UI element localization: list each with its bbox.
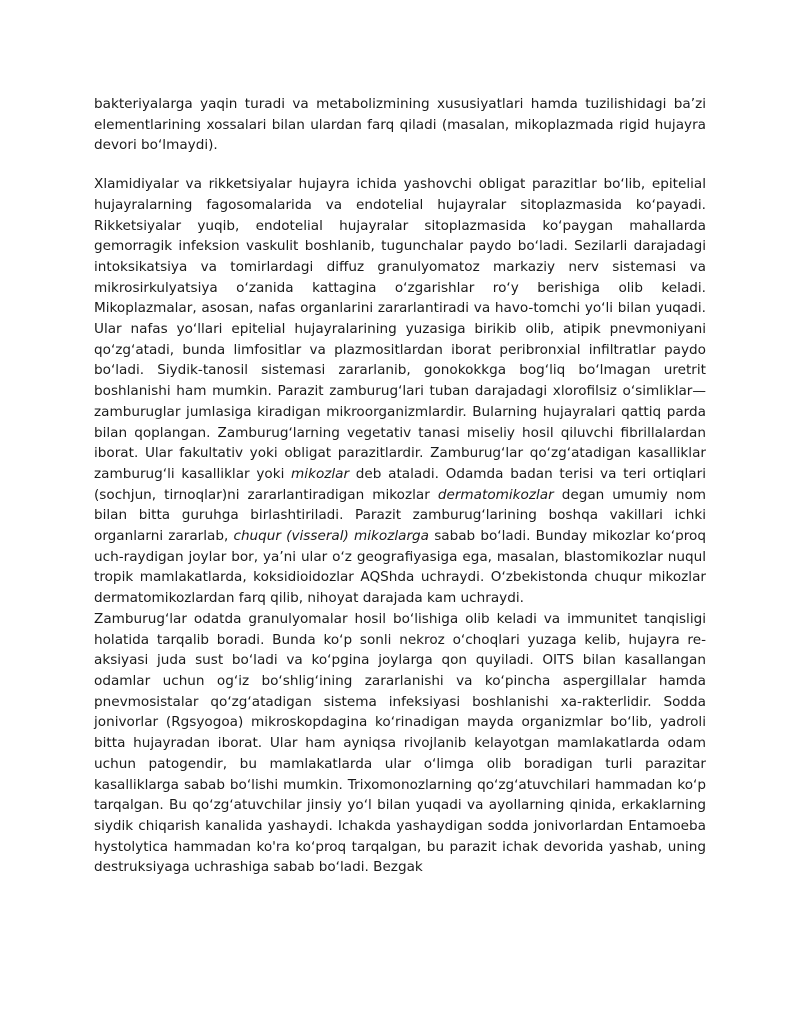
paragraph-3: Zamburugʻlar odatda granulyomalar hosil boʻlishiga olib keladi va immunitet tanqisligi holatida tarqalib boradi. Bunda koʻp sonli nekroz oʻchoqlari yuzaga kelib, hujayra re-aksiyasi juda sust boʻladi va koʻpgina joylarga qon quyiladi. OITS bilan kasallangan odamlar uchun ogʻiz boʻshligʻining zararlanishi va koʻpincha aspergillalar hamda pnevmosistalar qoʻzgʻatadigan sistema infeksiyasi boshlanishi xa-rakterlidir. Sodda jonivorlar (Rgsyogoa) mikroskopdagina koʻrinadigan mayda organizmlar boʻlib, yadroli bitta hujayradan iborat. Ular ham ayniqsa rivojlanib kelayotgan mamlakatlarda odam uchun patogendir, bu mamlakatlarda ular oʻlimga olib boradigan turli parazitar kasalliklarga sabab boʻlishi mumkin. Trixomonozlarning qoʻzgʻatuvchilari hammadan koʻp tarqalgan. Bu qoʻzgʻatuvchilar jinsiy yoʻl bilan yuqadi va ayollarning qinida, erkaklarning siydik chiqarish kanalida yashaydi. Ichakda yashaydigan sodda jonivorlardan Entamoeba hystolytica hammadan ko'ra koʻproq tarqalgan, bu parazit ichak devorida yashab, uning destruksiyaga uchrashiga sabab boʻladi. Bezgak — [94, 610, 706, 876]
paragraph-2 — [94, 174, 706, 609]
paragraph-2-text-3: degan umumiy nom bilan bitta guruhga birlashtiriladi. Parazit zamburugʻlarining boshqa vakillari ichki organlarni zararlab, — [94, 486, 706, 545]
paragraph-2-text-1: Xlamidiyalar va rikketsiyalar hujayra ichida yashovchi obligat parazitlar boʻlib, epitelial hujayralarning fagosomalarida va endotelial hujayralar sitoplazmasida koʻpayadi. Rikketsiyalar yuqib, endotelial hujayralar sitoplazmasida koʻpaygan mahallarda gemorragik infeksion vaskulit boshlanib, tugunchalar paydo boʻladi. Sezilarli darajadagi intoksikatsiya va tomirlardagi diffuz granulyomatoz markaziy nerv sistemasi va mikrosirkulyatsiya oʻzanida kattagina oʻzgarishlar roʻy berishiga olib keladi. Mikoplazmalar, asosan, nafas organlarini zararlantiradi va havo-tomchi yoʻli bilan yuqadi. Ular nafas yoʻllari epitelial hujayralarining yuzasiga birikib olib, atipik pnevmoniyani qoʻzgʻatadi, bunda limfositlar va plazmositlardan iborat peribronxial infiltratlar paydo boʻladi. Siydik-tanosil sistemasi zararlanib, gonokokkga bogʻliq boʻlmagan uretrit boshlanishi ham mumkin. Parazit zamburugʻlari tuban darajadagi xlorofilsiz oʻsimliklar—zamburuglar jumlasiga kiradigan mikroorganizmlardir. Bularning hujayralari qattiq parda bilan qoplangan. Zamburugʻlarning vegetativ tanasi miseliy hosil qiluvchi fibrillalardan iborat. Ular fakultativ yoki obligat parazitlardir. Zamburugʻlar qoʻzgʻatadigan kasalliklar zamburugʻli kasalliklar yoki — [94, 176, 706, 482]
italic-term-dermatomikozlar: dermatomikozlar — [437, 486, 554, 503]
paragraph-spacer — [94, 156, 706, 174]
paragraph-1: bakteriyalarga yaqin turadi va metabolizmining xususiyatlari hamda tuzilishidagi ba’zi elementlarining xossalari bilan ulardan farq qiladi (masalan, mikoplazmada rigid hujayra devori boʻlmaydi). — [94, 96, 706, 154]
italic-term-mikozlar: mikozlar — [291, 465, 350, 482]
paragraph-2-text-2: deb ataladi. Odamda badan terisi va teri ortiqlari (sochjun, tirnoqlar)ni zararlantiradigan mikozlar — [94, 465, 706, 503]
italic-term-chuqur-mikozlar: chuqur (visseral) mikozlarga — [233, 528, 430, 545]
paragraph-2-text-4: sabab boʻladi. Bunday mikozlar koʻproq uch-raydigan joylar bor, ya’ni ular oʻz geografiyasiga ega, masalan, blastomikozlar nuqul tropik mamlakatlarda, koksidioidozlar AQShda uchraydi. Oʻzbekistonda chuqur mikozlar dermatomikozlardan farq qilib, nihoyat darajada kam uchraydi. — [94, 528, 706, 607]
